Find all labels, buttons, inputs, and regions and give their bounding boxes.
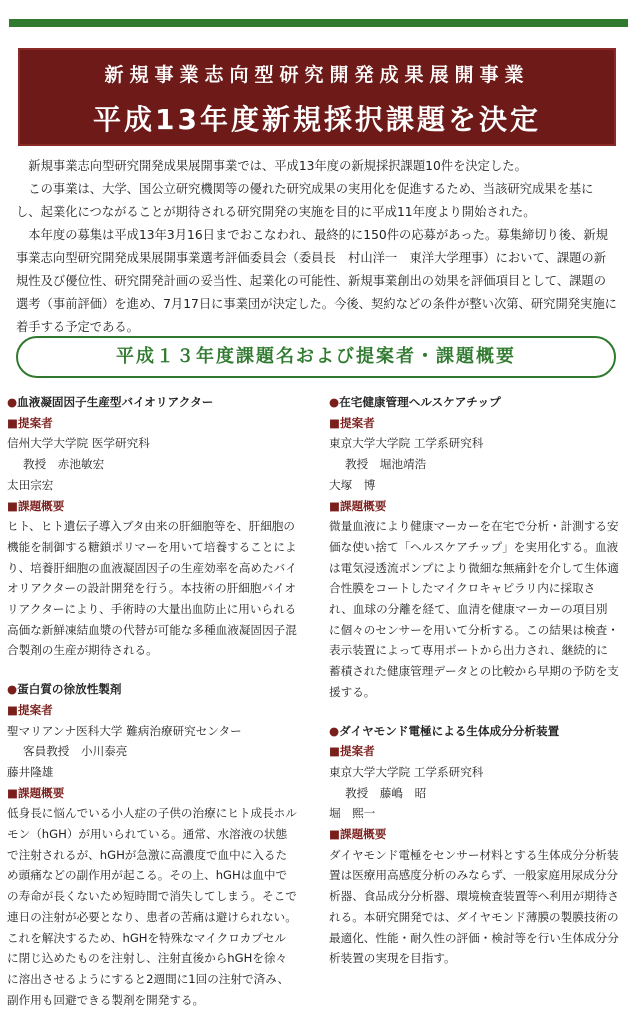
square-bullet-icon: ■ (7, 415, 18, 430)
proposer-affiliation: 信州大学大学院 医学研究科 (7, 436, 150, 451)
project-title-text: 在宅健康管理ヘルスケアチップ (339, 395, 501, 409)
intro-paragraph: 新規事業志向型研究開発成果展開事業では、平成13年度の新規採択課題10件を決定した。 (28, 159, 527, 173)
proposer-label: 提案者 (17, 415, 53, 430)
project-title (329, 392, 619, 413)
summary-heading (329, 496, 619, 517)
project-title-text: 血液凝固因子生産型バイオリアクター (17, 395, 214, 409)
summary-heading (7, 783, 297, 804)
proposer-person: 堀 熙一 (329, 806, 376, 821)
proposer-heading (329, 413, 619, 434)
square-bullet-icon: ■ (329, 827, 340, 842)
page-title: 平成13年度新規採択課題を決定 (93, 103, 541, 136)
proposer-affiliation: 聖マリアンナ医科大学 難病治療研究センター (7, 723, 242, 738)
intro-paragraph: 本年度の募集は平成13年3月16日までおこなわれ、最終的に150件の応募があった。募集締切り後、新規事業志向型研究開発成果展開事業選考評価委員会（委員長 村山洋一 東洋大学理事）において、課題の新規性及び優位性、研究開発計画の妥当性、起業化の可能性、新規事業創出の効果を評価項目として、課題の選考（事前評価）を進め、7月17日に事業団が決定した。今後、契約などの条件が整い次第、研究開発実施に着手する予定である。 (16, 228, 617, 334)
summary-label: 課題概要 (17, 785, 65, 800)
top-green-bar (9, 19, 628, 27)
intro-text (16, 155, 618, 339)
proposer-label: 提案者 (339, 744, 375, 759)
proposer-heading (329, 741, 619, 762)
project-block (329, 392, 619, 703)
square-bullet-icon: ■ (329, 415, 340, 430)
summary-heading (329, 824, 619, 845)
square-bullet-icon: ■ (329, 744, 340, 759)
left-column (7, 392, 297, 1028)
header-subtitle: 新規事業志向型研究開発成果展開事業 (104, 64, 530, 86)
bullet-icon: ● (329, 723, 340, 738)
summary-label: 課題概要 (339, 827, 387, 842)
project-block (7, 679, 297, 1010)
proposer-person: 太田宗宏 (7, 477, 54, 492)
project-summary: ヒト、ヒト遺伝子導入ブタ由来の肝細胞等を、肝細胞の機能を制御する糖鎖ポリマーを用いて培養することにより、培養肝細胞の血液凝固因子の生産効率を高めたバイオリアクターの設計開発を行う。本技術の肝細胞バイオリアクターにより、手術時の大量出血防止に用いられる高価な新鮮凍結血漿の代替が可能な多種血液凝固因子混合製剤の生産が期待される。 (7, 519, 297, 658)
summary-label: 課題概要 (17, 498, 65, 513)
proposer-person: 教授 藤嶋 昭 (345, 785, 427, 800)
square-bullet-icon: ■ (7, 702, 18, 717)
proposer-affiliation: 東京大学大学院 工学系研究科 (329, 436, 484, 451)
proposer-person: 客員教授 小川泰亮 (23, 744, 128, 759)
proposer-person: 藤井隆雄 (7, 764, 54, 779)
summary-heading (7, 496, 297, 517)
proposer-person: 教授 赤池敏宏 (23, 457, 105, 472)
project-summary: ダイヤモンド電極をセンサー材料とする生体成分分析装置は医療用高感度分析のみならず、一般家庭用尿成分分析器、食品成分分析器、環境検査装置等へ利用が期待される。本研究開発では、ダイヤモンド薄膜の製膜技術の最適化、性能・耐久性の評価・検討等を行い生体成分分析装置の実現を目指す。 (329, 847, 619, 966)
section-title: 平成１３年度課題名および提案者・課題概要 (16, 336, 616, 378)
project-title-text: 蛋白質の徐放性製剤 (17, 682, 122, 697)
square-bullet-icon: ■ (7, 498, 18, 513)
bullet-icon: ● (329, 395, 340, 409)
project-block (329, 721, 619, 969)
proposer-person: 教授 堀池靖浩 (345, 457, 427, 472)
intro-paragraph: この事業は、大学、国公立研究機関等の優れた研究成果の実用化を促進するため、当該研究成果を基にし、起業化につながることが期待される研究開発の実施を目的に平成11年度より開始された。 (16, 182, 594, 219)
project-title (7, 392, 297, 413)
project-title (7, 679, 297, 700)
bullet-icon: ● (7, 682, 18, 697)
square-bullet-icon: ■ (7, 785, 18, 800)
proposer-heading (7, 413, 297, 434)
project-title-text: ダイヤモンド電極による生体成分分析装置 (339, 723, 560, 738)
header-banner (18, 48, 616, 146)
summary-label: 課題概要 (339, 498, 387, 513)
proposer-affiliation: 東京大学大学院 工学系研究科 (329, 764, 484, 779)
proposer-label: 提案者 (339, 415, 375, 430)
square-bullet-icon: ■ (329, 498, 340, 513)
proposer-person: 大塚 博 (329, 477, 376, 492)
proposer-label: 提案者 (17, 702, 53, 717)
project-summary: 低身長に悩んでいる小人症の子供の治療にヒト成長ホルモン（hGH）が用いられている。通常、水溶液の状態で注射されるが、hGHが急激に高濃度で血中に入るため頭痛などの副作用が起こる。その上、hGHは血中での寿命が長くないため短時間で消失してしまう。そこで連日の注射が必要となり、患者の苦痛は避けられない。これを解決するため、hGHを特殊なマイクロカプセルに閉じ込めたものを注射し、注射直後からhGHを徐々に溶出させるようにすると2週間に1回の注射で済み、副作用も回避できる製剤を開発する。 (7, 806, 297, 1007)
bullet-icon: ● (7, 395, 18, 409)
project-title (329, 721, 619, 742)
project-block (7, 392, 297, 661)
project-summary: 微量血液により健康マーカーを在宅で分析・計測する安価な使い捨て「ヘルスケアチップ」を実用化する。血液は電気浸透流ポンプにより微細な無痛針を介して生体適合性膜をコートしたマイクロキャピラリ内に採取され、血球の分離を経て、血清を健康マーカーの項目別に個々のセンサーを用いて分析する。この結果は検査・表示装置によって専用ポートから出力され、継続的に蓄積された健康管理データとの比較から早期の予防を支援する。 (329, 519, 619, 699)
proposer-heading (7, 700, 297, 721)
right-column (329, 392, 619, 987)
